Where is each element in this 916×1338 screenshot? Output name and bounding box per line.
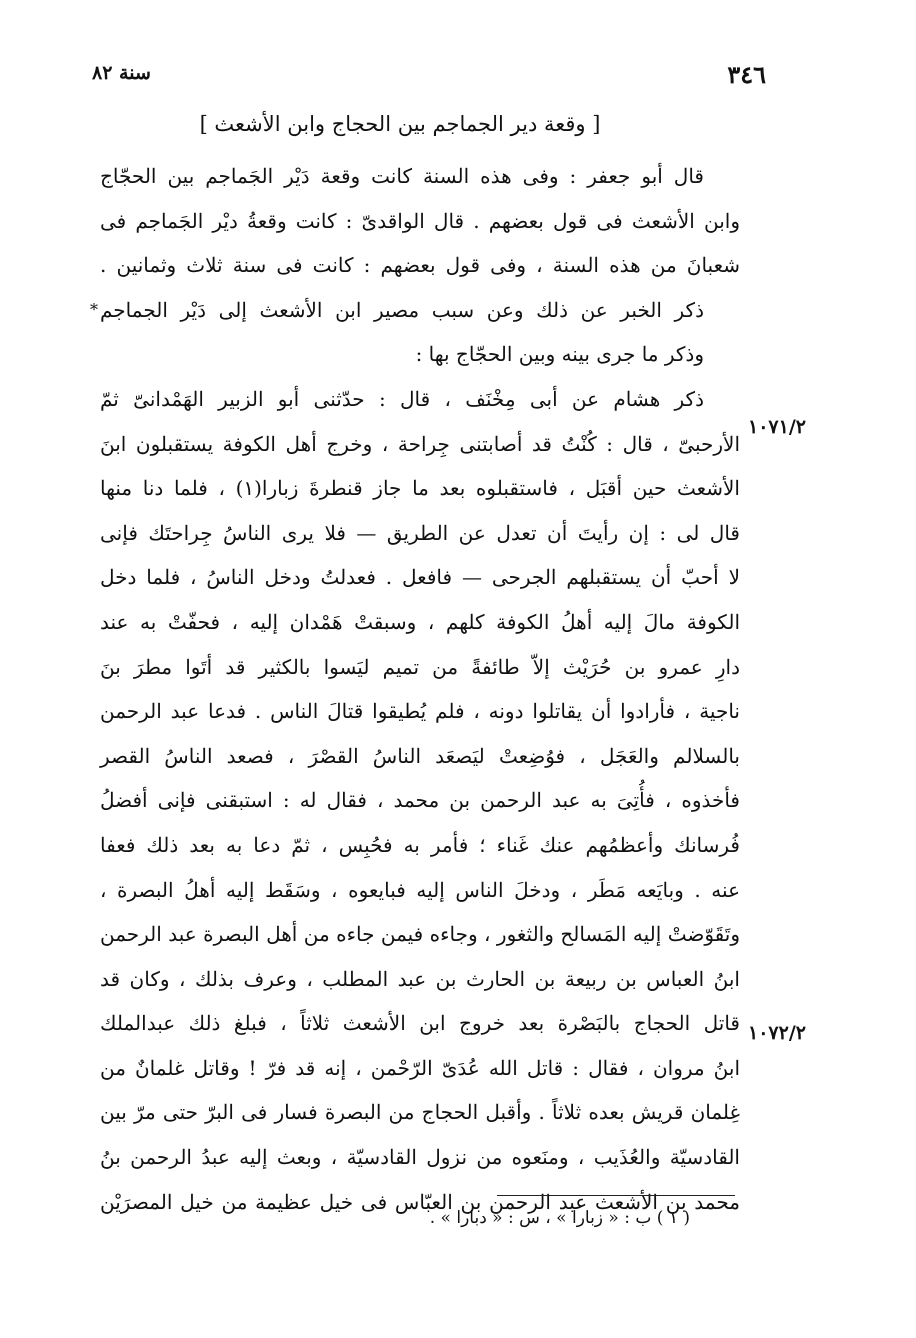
margin-reference-1071: ١٠٧١/٢ bbox=[748, 416, 806, 438]
margin-reference-1072: ١٠٧٢/٢ bbox=[748, 1022, 806, 1044]
text-line: قال أبو جعفر : وفى هذه السنة كانت وقعة دَيْر الجَماجم بين الحجّاج bbox=[100, 164, 704, 188]
text-line: قاتل الحجاج بالبَصْرة بعد خروج ابن الأشعث ثلاثاً ، فبلغ ذلك عبدالملك bbox=[100, 1011, 740, 1036]
text-line: ابنُ مروان ، فقال : قاتل الله عُدَىّ الرّحْمن ، إنه قد فرّ ! وقاتل غلمانٌ من bbox=[100, 1055, 740, 1080]
text-line: لا أحبّ أن يستقبلهم الجرحى — فافعل . فعدلتُ ودخل الناسُ ، فلما دخل bbox=[100, 565, 740, 590]
section-title: [ وقعة دير الجماجم بين الحجاج وابن الأشعث ] bbox=[199, 112, 601, 136]
text-line: ذكر هشام عن أبى مِخْنَف ، قال : حدّثنى أبو الزبير الهَمْدانىّ ثمّ bbox=[100, 386, 704, 411]
text-line: بالسلالم والعَجَل ، فوُضِعتْ ليَصعَد الناسُ القصْرَ ، فصعد الناسُ القصر bbox=[100, 743, 740, 768]
text-line: محمد بن الأشعث عبد الرحمن بن العبّاس فى خيل عظيمة من خيل المصرَيْن bbox=[100, 1189, 740, 1214]
text-line: الكوفة مالَ إليه أهلُ الكوفة كلهم ، وسبقتْ هَمْدان إليه ، فحفّتْ به عند bbox=[100, 609, 740, 634]
year-header: سنة ٨٢ bbox=[92, 62, 151, 84]
text-line: غِلمان قريش بعده ثلاثاً . وأقبل الحجاج من البصرة فسار فى البرّ حتى مرّ بين bbox=[100, 1100, 740, 1125]
text-line: الأشعث حين أقبَل ، فاستقبلوه بعد ما جاز قنطرةَ زبارا(١) ، فلما دنا منها bbox=[100, 476, 740, 501]
text-line: شعبانَ من هذه السنة ، وفى قول بعضهم : كانت فى سنة ثلاث وثمانين . bbox=[100, 253, 740, 278]
text-line: فُرسانك وأعظمُهم عنك غَناء ؛ فأمر به فحُبِس ، ثمّ دعا به بعد ذلك فعفا bbox=[100, 832, 740, 857]
footnote: ( ١ ) ب : « زبارا » ، س : « دبارا » . bbox=[429, 1208, 690, 1228]
text-line: وابن الأشعث فى قول بعضهم . قال الواقدىّ : كانت وقعةُ ديْر الجَماجم فى bbox=[100, 208, 740, 233]
text-line: الأرحبىّ ، قال : كُنْتُ قد أصابتنى جِراحة ، وخرج أهل الكوفة يستقبلون ابنَ bbox=[100, 431, 740, 456]
text-line: القادسيّة والعُذَيب ، ومنَعوه من نزول القادسيّة ، وبعث إليه عبدُ الرحمن بنُ bbox=[100, 1145, 740, 1170]
page-number: ٣٤٦ bbox=[727, 60, 766, 89]
text-line: عنه . وبايَعه مَطَر ، ودخلَ الناس إليه فبايعوه ، وسَقَط إليه أهلُ البصرة ، bbox=[100, 877, 740, 902]
text-line: ابنُ العباس بن ربيعة بن الحارث بن عبد المطلب ، وعرف بذلك ، وكان قد bbox=[100, 966, 740, 991]
star-marker: * bbox=[90, 299, 98, 319]
text-line: دارِ عمرو بن حُرَيْث إلاّ طائفةً من تميم ليَسوا بالكثير قد أتَوا مطرَ بنَ bbox=[100, 654, 740, 679]
text-line: ناجية ، فأرادوا أن يقاتلوا دونه ، فلم يُطيقوا قتالَ الناس . فدعا عبد الرحمن bbox=[100, 699, 740, 724]
heading-line-text: ذكر الخبر عن ذلك وعن سبب مصير ابن الأشعث إلى دَيْر الجماجم bbox=[100, 297, 704, 322]
body-text bbox=[90, 154, 740, 1224]
footnote-divider bbox=[497, 1195, 735, 1196]
text-line: وذكر ما جرى بينه وبين الحجّاج بها : bbox=[415, 342, 704, 367]
text-line bbox=[90, 288, 740, 333]
text-line: قال لى : إن رأيتَ أن تعدل عن الطريق — فلا يرى الناسُ جِراحتَك فإنى bbox=[100, 520, 740, 545]
text-line: وتَقَوّضتْ إليه المَسالح والثغور ، وجاءه فيمن جاءه من أهل البصرة عبد الرحمن bbox=[100, 922, 740, 947]
text-line: فأخذوه ، فأُتِىَ به عبد الرحمن بن محمد ، فقال له : استبقنى فإنى أفضلُ bbox=[100, 788, 740, 813]
